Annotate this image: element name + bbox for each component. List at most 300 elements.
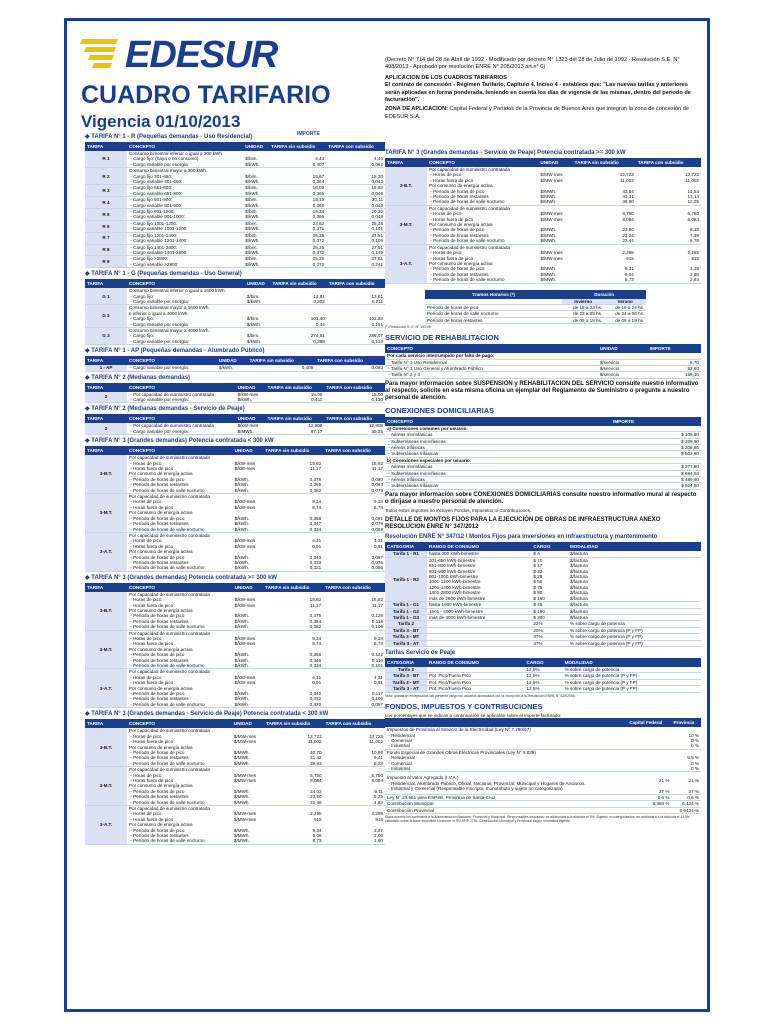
value-con-subsidio: 2,295 915 3,18 2,88 2,64 [636, 244, 701, 283]
rehab-title: SERVICIO DE REHABILITACION [385, 333, 499, 343]
tariff-code: 3-A.T. [385, 244, 427, 283]
validity-date: Vigencia 01/10/2013 [81, 112, 241, 131]
value-con-subsidio: 12,808 55,25 [324, 423, 385, 434]
column-header: CONCEPTO [127, 142, 243, 151]
column-header: TARIFA sin subsidio [266, 414, 325, 423]
table-cell: $ 150 [531, 608, 568, 614]
concept-cell: - Cargo fijo 1201-1400: - Cargo variable 1201-1400: [127, 232, 243, 244]
unit-cell: $/kW-mes $/kW-mes $/kWh. $/kWh. $/kWh. [233, 494, 264, 533]
table-cell: 37% [531, 634, 568, 640]
table-row [85, 423, 385, 434]
table-cell: Tarifa 3 - AT [385, 686, 427, 692]
conex-info: Para mayor información sobre CONEXIONES DOMICILIARIAS consulte nuestro informativo mural al respecto o diríjase a nuestro personal de atención. [385, 491, 697, 505]
table-cell: $ 4 [531, 551, 568, 557]
table-cell: de 23 a 05 hs. [562, 311, 604, 317]
value-con-subsidio: 2,295 915 2,37 2,06 1,80 [324, 805, 385, 844]
table-row [85, 805, 385, 844]
right-column [385, 147, 701, 824]
unit-cell: $/kW-mes $/MWh. [236, 423, 266, 434]
tariff-code: 3-M.T. [385, 205, 427, 244]
section-title: ◆ TARIFA N° 3 (Grandes demandas) Potencia contratada >= 300 kW [85, 574, 278, 581]
column-header: CONCEPTO [127, 583, 233, 592]
table-cell: de 06 a 19 hs. [604, 317, 646, 323]
table-cell: Tarifa 3 - AT [385, 640, 427, 646]
column-header: TARIFA [85, 356, 127, 365]
table-cell: 21 % 27 % [627, 772, 671, 795]
unit-cell: $/bim. $/kWh. [245, 288, 271, 305]
table-cell: Tarifa 1 - R1 [385, 551, 427, 557]
table-cell: 20% [531, 627, 568, 633]
table-row [85, 767, 385, 806]
column-header: TARIFA [85, 279, 127, 288]
table-cell: 0,6424 % [671, 807, 701, 813]
table-cell: $/factura [568, 551, 701, 557]
table-cell: 10 % 0 % 0 % [671, 727, 701, 749]
table-cell: - Aéreas monofásicas [385, 464, 611, 470]
unit-cell: $/bim. $/kWh. [245, 327, 271, 344]
categoria-header: CATEGORIA [385, 542, 427, 551]
value-con-subsidio: 27,51 0,149 [326, 244, 385, 256]
table-row [85, 220, 385, 232]
decree-text: (Decreto N° 714 del 28 de Abril de 1992 - Modificado por decreto N° 1323 del 28 de Julio de 1992 - Resolución S.E. N° 408/2013 - Aprobado por resolución ENRE N° 205/2013 art.n° 6) [385, 57, 680, 71]
unit-cell: $/bim. $/kWh. [243, 209, 269, 221]
column-header: UNIDAD [217, 356, 248, 365]
value-sin-subsidio: 9,34 6,74 0,358 0,347 0,334 [263, 494, 323, 533]
table-cell: $ 502,80 [611, 451, 701, 457]
table-cell: Período de horas de valle nocturno [425, 311, 562, 317]
table-cell: 12,5% [525, 679, 563, 685]
column-header: UNIDAD [243, 142, 269, 151]
table-row [385, 483, 701, 489]
concept-cell: Por capacidad de suministro contratada - Horas de pico - Horas fuera de pico Por consumo de energía activa - Período de horas de pico - Período de horas restantes - Período de horas de valle nocturno [427, 205, 538, 244]
table-row [85, 392, 385, 403]
unidad-header: UNIDAD [598, 344, 648, 353]
table-row [85, 244, 385, 256]
table-row [85, 185, 385, 197]
table-cell: 159,10 [648, 372, 701, 378]
value-con-subsidio: 6,750 6,084 8,18 7,39 6,78 [636, 205, 701, 244]
table-cell: Contribución Provincial [385, 807, 627, 813]
value-sin-subsidio: 274,51 0,388 [271, 327, 327, 344]
unit-cell: $/bim. $/kWh. [243, 197, 269, 209]
table-cell: Pot. Pico/Fuera Pico [427, 679, 525, 685]
concept-cell: Consumo bimestral mayor a 1600 kWh. e inferior o igual a 4000 kWh. - Cargo fijo: - Cargo variable por energía: [127, 305, 245, 328]
table-cell: Período de horas restantes [425, 317, 562, 323]
rango-header: RANGO DE CONSUMO [427, 542, 531, 551]
table-cell: de 24 a 06 hs. [604, 311, 646, 317]
value-sin-subsidio: 15,92 11,17 0,378 0,365 0,352 [263, 455, 323, 493]
conex-importe-header: IMPORTE [611, 417, 701, 426]
column-header: UNIDAD [236, 383, 266, 392]
peaje-rango-header: RANGO DE CONSUMO [427, 658, 525, 667]
tariff-code: 3-B.T. [85, 592, 127, 630]
table-cell: - Aéreas monofásicas [385, 432, 611, 438]
table-cell: $/factura [568, 608, 701, 614]
tariff-code: 3-M.T. [85, 630, 127, 669]
table-row [385, 727, 701, 749]
table-cell: 12,5% [525, 667, 563, 673]
value-sin-subsidio: 4,31 0,91 0,342 0,332 0,320 [263, 669, 323, 708]
table-cell: Tarifa 1 - R2 [385, 557, 427, 601]
concept-cell: Consumo bimestral inferior o igual a 1600 kWh. - Cargo fijo: - Cargo variable por energía: [127, 288, 245, 305]
unit-cell: $/kW-mes $/kW-mes $/kWh. $/kWh. $/kWh. [233, 669, 264, 708]
table-cell: $/servicio [598, 365, 648, 371]
column-header: UNIDAD [232, 719, 264, 728]
concept-cell: Por capacidad de suministro contratada - Horas de pico - Horas fuera de pico Por consumo de energía activa - Período de horas de pico - Período de horas restantes - Período de horas de valle nocturno [127, 592, 233, 630]
value-sin-subsidio: 13,723 11,002 42,54 41,31 39,90 [573, 167, 636, 205]
table-cell: hasta 1600 kWh-bimestre [427, 602, 531, 608]
table-row [385, 686, 701, 692]
concept-cell: - Por capacidad de suministro contratada - Cargo variable por energía: [127, 392, 236, 403]
table-row [85, 327, 385, 344]
peaje-note: Nota: quedarán exceptuados del presente cargo los usuarios alcanzados por la excepción a la Resolución ENRE N° 628/2008. [385, 693, 576, 698]
tariff-table [85, 446, 385, 572]
tariff-code: R 1 [85, 151, 127, 168]
concept-cell: - Cargo fijo 651-800: - Cargo variable 651-800: [127, 185, 243, 197]
concept-cell: - Cargo variable por energía: [127, 365, 217, 371]
table-cell: $ 105,80 [611, 432, 701, 438]
table-cell: $ 694,03 [611, 470, 701, 476]
column-header: TARIFA sin subsidio [263, 583, 323, 592]
table-cell: Tarifa 2 [385, 667, 427, 673]
section-title: ◆ TARIFA N° 3 (Grandes demandas - Servicio de Peaje) Potencia contratada < 300 kW [85, 711, 329, 718]
table-cell: % sobre cargo de potencia [568, 621, 701, 627]
tariff-table [85, 583, 385, 709]
table-cell: $ 328,90 [611, 438, 701, 444]
value-sin-subsidio: 16,00 0,365 [269, 185, 326, 197]
column-header: UNIDAD [245, 279, 271, 288]
column-header: TARIFA sin subsidio [271, 279, 327, 288]
table-cell: $/factura [568, 614, 701, 620]
tariff-code: G 3 [85, 327, 127, 344]
value-con-subsidio: 4,44 0,082 [326, 151, 385, 168]
tramos-table [425, 290, 646, 325]
column-header: TARIFA [85, 142, 127, 151]
column-header: TARIFA [385, 158, 427, 167]
table-cell: % sobre cargo de potencia (P y FP) [568, 640, 701, 646]
value-con-subsidio: 13,723 11,002 14,54 13,14 12,05 [636, 167, 701, 205]
table-row [85, 630, 385, 669]
value-sin-subsidio: 0,409 [248, 365, 316, 371]
table-row [385, 749, 701, 772]
concept-cell: - Cargo fijo 1001-1200: - Cargo variable 1001-1200: [127, 220, 243, 232]
tariff-table [85, 414, 385, 435]
table-cell: de 05 a 18 hs. [562, 317, 604, 323]
tariff-code: R 4 [85, 197, 127, 209]
column-header: TARIFA [85, 446, 127, 455]
footnote: Estos montos los suministra a la Administración Nacional, Provincial y Municipal. Responsables inscriptos: se adicionará a la alícuota el 3%. Sujetos no categorizados: se adicionará a la alícuota el 13,5% calculado sobre la base imponible conforme la RG AFIP 2784. Contribución Municipal y Provincial según normativa vigente. [385, 815, 690, 824]
conex-b: b) Conexiones especiales por usuario: [385, 457, 701, 463]
column-header: CONCEPTO [127, 279, 245, 288]
table-row [85, 669, 385, 708]
rehab-info: Para mayor información sobre SUSPENSION y REHABILITACION DEL SERVICIO consulte nuestro informativo al respecto, solicite en esta misma oficina un ejemplar del Reglamento de Suministro o pregunte a nuestro personal de atención. [385, 380, 699, 401]
value-sin-subsidio: 25,35 0,372 [269, 256, 326, 268]
column-header: TARIFA con subsidio [327, 279, 385, 288]
value-sin-subsidio: 6,750 6,084 23,80 23,24 22,44 [573, 205, 636, 244]
tariff-code: 3-B.T. [85, 455, 127, 493]
concept-cell: Por capacidad de suministro contratada - Horas de pico - Horas fuera de pico Por consumo de energía activa - Período de horas de pico - Período de horas restantes - Período de horas de valle nocturno [127, 494, 233, 533]
concept-cell: Por capacidad de suministro contratada - Horas de pico - Horas fuera de pico Por consumo de energía activa - Período de horas de pico - Período de horas restantes - Período de horas de valle nocturno [427, 244, 538, 283]
table-cell: - Tarifa N° 1 Uso Residencial [385, 359, 598, 365]
table-row [385, 372, 701, 378]
unit-cell: $/MW-mes $/MW-mes $/MWh. $/MWh. $/MWh. [232, 728, 264, 766]
tariff-code: R 2 [85, 168, 127, 185]
tariff-code: R 7 [85, 232, 127, 244]
tariff-table [85, 719, 385, 845]
table-cell: - Aéreas trifásicas [385, 445, 611, 451]
table-cell: $/servicio [598, 359, 648, 365]
table-cell: $ 45 [531, 602, 568, 608]
value-con-subsidio: 13,723 11,002 10,86 9,41 8,23 [324, 728, 385, 766]
table-row [85, 592, 385, 630]
peaje300-title: TARIFA N° 3 (Grandes demandas - Servicio de Peaje) Potencia contratada >= 300 kW [385, 150, 626, 156]
table-cell: $/factura $/factura $/factura $/factura $/factura $/factura $/factura $/factura [568, 557, 701, 601]
value-sin-subsidio: 2,295 915 9,31 9,04 8,73 [573, 244, 636, 283]
value-con-subsidio: 15,92 11,17 0,090 0,083 0,073 [323, 455, 385, 493]
zona-text: Capital Federal y Partidos de la Provincia de Buenos Aires que integran la zona de concesión de EDESUR S.A. [385, 106, 689, 120]
conex-concepto-header: CONCEPTO [385, 417, 611, 426]
table-cell: - Tarifa N° 2 y 3 [385, 372, 598, 378]
table-cell: $ 489,60 [611, 477, 701, 483]
table-row [85, 168, 385, 185]
column-header: TARIFA con subsidio [636, 158, 701, 167]
concept-cell: Por capacidad de suministro contratada - Horas de pico - Horas fuera de pico Por consumo de energía activa - Período de horas de pico - Período de horas restantes - Período de horas de valle nocturno [127, 532, 233, 571]
value-sin-subsidio: 101,40 0,44 [271, 305, 327, 328]
section-title: ◆ TARIFA N° 1 - AP (Pequeñas demandas - Alumbrado Público) [85, 348, 265, 355]
table-cell: Impuesto al Valor Agregado (I.V.A.) - Residencial, Alumbrado Público, Oficial, Nacional, Provincial, Municipal y Hogares de Ancianos. - Industrial y Comercial (Responsable inscripto, monotributo y sujeto no categorizado) [385, 772, 627, 795]
peaje-cargo-header: CARGO [525, 658, 563, 667]
zona-title: ZONA DE APLICACION: [385, 106, 448, 113]
modalidad-header: MODALIDAD [568, 542, 701, 551]
cargo-header: CARGO [531, 542, 568, 551]
table-row [85, 151, 385, 168]
conex-table [385, 417, 701, 490]
value-con-subsidio: 4,31 0,91 0,117 0,106 0,097 [323, 669, 385, 708]
tariff-code: 2 [85, 423, 127, 434]
table-cell: 21 % 27 % [671, 772, 701, 795]
value-sin-subsidio: 15,92 11,17 0,375 0,364 0,352 [263, 592, 323, 630]
table-cell [427, 640, 531, 646]
value-con-subsidio: 18,83 0,046 [326, 185, 385, 197]
rehab-table [385, 344, 701, 379]
tariff-code: G 2 [85, 305, 127, 328]
table-cell: Fondo Especial de Grandes Obras Eléctricas Provinciales (Ley N° 9.038) - Residencial - Comercial - Industrial [385, 749, 627, 772]
column-header: TARIFA sin subsidio [269, 142, 326, 151]
unit-cell: $/MW-mes $/MW-mes $/MWh. $/MWh. $/MWh. [538, 205, 572, 244]
table-cell: $ 300 [531, 614, 568, 620]
table-cell: $/factura [568, 602, 701, 608]
unit-cell: $/bim. $/kWh. [243, 220, 269, 232]
table-cell: $ 924,50 [611, 483, 701, 489]
column-header: TARIFA sin subsidio [263, 446, 323, 455]
tariff-table [385, 158, 701, 284]
concept-cell: Consumo bimestral mayor a 4000 kWh. - Cargo fijo: - Cargo variable por energía: [127, 327, 245, 344]
importe-header: IMPORTE [648, 344, 701, 353]
obras-sub: Resolución ENRE N° 347/12 / Montos Fijos para inversiones en infraestructura y mantenimiento [385, 534, 658, 541]
table-row [385, 640, 701, 646]
unit-cell: $/kWh. [217, 365, 248, 371]
value-con-subsidio: 20,11 0,048 [326, 197, 385, 209]
table-cell: $ 10 $ 17 $ 22 $ 28 $ 50 $ 75 $ 80 $ 150 [531, 557, 568, 601]
table-cell [627, 749, 671, 772]
table-cell: 301-650 kWh-bimestre 651-800 kWh-bimestre 801-900 kWh-bimestre 901-1000 kWh-bimestre 1001-1200 kWh-bimestre 1201-1400 kWh-bimestre 1401-2800 kWh-bimestre más de 2800 kWh-bimestre [427, 557, 531, 601]
section-title: ◆ TARIFA N° 3 (Grandes demandas) Potencia contratada < 300 kW [85, 438, 274, 445]
unit-cell: $/bim. $/kWh. [243, 151, 269, 168]
concept-cell: - Cargo fijo 901-1000: - Cargo variable 901-1000: [127, 209, 243, 221]
obras-title: DETALLE DE MONTOS FIJOS PARA LA EJECUCIÓN DE OBRAS DE INFRAESTRUCTURA ANEXO RESOLUCION ENRE N° 347/2012 [385, 517, 661, 531]
table-cell: Impuestos de Provincia al Servicio de la Electricidad (Ley N° 7.290/67) - Residencial - Comercial - Industrial [385, 727, 627, 749]
left-column [85, 131, 385, 845]
value-con-subsidio: 13,81 0,211 [327, 288, 385, 305]
peaje-table [385, 658, 701, 693]
tariff-code: 3-A.T. [85, 669, 127, 708]
table-cell: 1601 - 4000 kWh-bimestre [427, 608, 531, 614]
concept-cell: - Cargo fijo >2800: - Cargo variable >2800: [127, 256, 243, 268]
table-cell: 52,60 [648, 365, 701, 371]
table-cell: Tarifa 2 [385, 621, 427, 627]
column-header: UNIDAD [538, 158, 572, 167]
column-header: TARIFA [85, 414, 127, 423]
conex-a: a) Conexiones comunes por usuario: [385, 426, 701, 432]
value-con-subsidio: 0,093 [315, 365, 385, 371]
column-header: TARIFA [85, 719, 127, 728]
fondos-lead: Los porcentajes que se indican a continuación se aplicarán sobre el importe facturado: [385, 712, 562, 718]
value-sin-subsidio: 4,31 0,91 0,343 0,333 0,321 [263, 532, 323, 571]
table-cell: de 18 a 23 hs. [562, 304, 604, 310]
column-header: TARIFA con subsidio [323, 446, 385, 455]
value-sin-subsidio: 23,62 0,371 [269, 220, 326, 232]
table-row [385, 807, 701, 813]
importe-label: IMPORTE [297, 131, 320, 137]
section-title: ◆ TARIFA N° 1 - R (Pequeñas demandas - Uso Residencial) [85, 134, 253, 140]
column-header: CONCEPTO [127, 719, 232, 728]
value-con-subsidio: 27,51 0,241 [326, 256, 385, 268]
value-sin-subsidio: 25,35 0,372 [269, 232, 326, 244]
unit-cell: $/bim. $/kWh. [243, 244, 269, 256]
table-cell: $/servicio [598, 372, 648, 378]
column-header: TARIFA con subsidio [326, 142, 385, 151]
table-cell: 0,6 % [627, 795, 671, 801]
tariff-code: R 3 [85, 185, 127, 197]
table-cell: - Tarifa N° 1 Uso General y Alumbrado Público [385, 365, 598, 371]
concept-cell: Por capacidad de suministro contratada - Horas de pico - Horas fuera de pico Por consumo de energía activa - Período de horas de pico - Período de horas restantes - Período de horas de valle nocturno [427, 167, 538, 205]
peaje-categoria-header: CATEGORIA [385, 658, 427, 667]
tariff-code: 3-A.T. [85, 532, 127, 571]
tariff-code: 3-B.T. [85, 728, 127, 766]
table-cell: Tarifa 3 - MT [385, 679, 427, 685]
invierno-header: Invierno [562, 299, 604, 305]
column-header: TARIFA con subsidio [324, 414, 385, 423]
table-row [85, 455, 385, 493]
unit-cell: $/bim. $/kWh. [243, 168, 269, 185]
concept-cell: Por capacidad de suministro contratada - Horas de pico - Horas fuera de pico Por consumo de energía activa - Período de horas de pico - Período de horas restantes - Período de horas de valle nocturno [127, 805, 232, 844]
table-cell: % sobre cargo de potencia (P y FP) [563, 686, 701, 692]
table-row [85, 532, 385, 571]
table-row [85, 305, 385, 328]
table-row [425, 317, 646, 323]
column-header: TARIFA con subsidio [315, 356, 385, 365]
table-row [385, 244, 701, 283]
table-cell: Tarifa 3 - BT [385, 673, 427, 679]
tariff-code: G 1 [85, 288, 127, 305]
table-row [385, 557, 701, 601]
table-cell: - Aéreas trifásicas [385, 477, 611, 483]
column-header: TARIFA sin subsidio [266, 383, 325, 392]
value-con-subsidio: 4,31 0,91 0,087 0,076 0,066 [323, 532, 385, 571]
value-con-subsidio: 102,83 0,151 [327, 305, 385, 328]
table-row [385, 205, 701, 244]
unit-cell: $/MW-mes $/MW-mes $/MWh. $/MWh. $/MWh. [538, 244, 572, 283]
column-header: UNIDAD [236, 414, 266, 423]
table-cell: 5,5 % 0 % 0 % [671, 749, 701, 772]
table-cell: - Subterráneas monofásicas [385, 470, 611, 476]
tariff-table [85, 356, 385, 371]
table-cell: Contribución Municipal [385, 801, 627, 807]
unit-cell: $/kW-mes $/kW-mes $/kWh. $/kWh. $/kWh. [233, 630, 264, 669]
table-cell: % sobre cargo de potencia (P y FP) [568, 627, 701, 633]
column-header: UNIDAD [233, 446, 264, 455]
table-cell: Tarifa 1 - G2 [385, 608, 427, 614]
table-cell: Tarifa 1 - G3 [385, 614, 427, 620]
value-sin-subsidio: 12,808 87,17 [266, 423, 325, 434]
unit-cell: $/bim. $/kWh. [243, 256, 269, 268]
tariff-code: 3-A.T. [85, 805, 127, 844]
peaje-title: Tarifas Servicio de Peaje [385, 649, 456, 656]
concept-cell: Por capacidad de suministro contratada - Horas de pico - Horas fuera de pico Por consumo de energía activa - Período de horas de pico - Período de horas restantes - Período de horas de valle nocturno [127, 455, 233, 493]
table-row [85, 232, 385, 244]
table-cell: $ 208,85 [611, 445, 701, 451]
table-cell: % sobre cargo de potencia (P y FP) [568, 634, 701, 640]
tariff-sheet [64, 18, 710, 1012]
value-con-subsidio: 15,92 11,17 0,128 0,116 0,106 [323, 592, 385, 630]
column-header: CONCEPTO [127, 383, 236, 392]
column-header: TARIFA sin subsidio [573, 158, 636, 167]
table-cell: 8,70 [648, 359, 701, 365]
table-cell: % sobre cargo de potencia (P y FP) [563, 673, 701, 679]
concept-cell: Consumo bimestral mayor a 300 kWh. - Cargo fijo 301-650: - Cargo variable 301-650: [127, 168, 243, 185]
tariff-code: 3-M.T. [85, 767, 127, 806]
tariff-table [85, 383, 385, 404]
concept-cell: Por capacidad de suministro contratada - Horas de pico - Horas fuera de pico Por consumo de energía activa - Período de horas de pico - Período de horas restantes - Período de horas de valle nocturno [127, 630, 233, 669]
tariff-code: R 5 [85, 209, 127, 221]
column-header: TARIFA sin subsidio [264, 719, 323, 728]
value-sin-subsidio: 13,723 11,002 40,70 41,42 39,93 [264, 728, 323, 766]
value-con-subsidio: 288,07 0,123 [327, 327, 385, 344]
column-header: CONCEPTO [127, 414, 236, 423]
peaje-modalidad-header: MODALIDAD [563, 658, 701, 667]
table-row [85, 494, 385, 533]
table-cell: 6,424 % [671, 801, 701, 807]
table-row [85, 209, 385, 221]
unit-cell: $/MW-mes $/MW-mes $/MWh. $/MWh. $/MWh. [232, 767, 264, 806]
concept-cell: Por capacidad de suministro contratada - Horas de pico - Horas fuera de pico Por consumo de energía activa - Período de horas de pico - Período de horas restantes - Período de horas de valle nocturno [127, 767, 232, 806]
concept-cell: - Por capacidad de suministro contratada - Cargo variable por energía: [127, 423, 236, 434]
unit-cell: $/MW-mes $/MW-mes $/MWh. $/MWh. $/MWh. [232, 805, 264, 844]
table-cell: Pot. Pico/Fuera Pico [427, 673, 525, 679]
value-con-subsidio: 25,48 0,101 [326, 220, 385, 232]
unit-cell: $/kW-mes $/kW-mes $/kWh. $/kWh. $/kWh. [233, 592, 264, 630]
table-row [85, 197, 385, 209]
column-header: TARIFA con subsidio [324, 719, 385, 728]
tramos-note: (*) Resolución S. E. N° 161/08 [385, 325, 431, 330]
concept-cell: Por capacidad de suministro contratada - Horas de pico - Horas fuera de pico Por consumo de energía activa - Período de horas de pico - Período de horas restantes - Período de horas de valle nocturno [127, 669, 233, 708]
fondos-cap-header: Capital Federal [627, 718, 671, 727]
value-sin-subsidio: 19,15 0,366 [269, 197, 326, 209]
concept-cell: - Cargo fijo 1401-2800: - Cargo variable 1401-2800: [127, 244, 243, 256]
brand-logo [81, 33, 361, 77]
value-sin-subsidio: 15,67 0,364 [269, 168, 326, 185]
table-cell: 22% [531, 621, 568, 627]
